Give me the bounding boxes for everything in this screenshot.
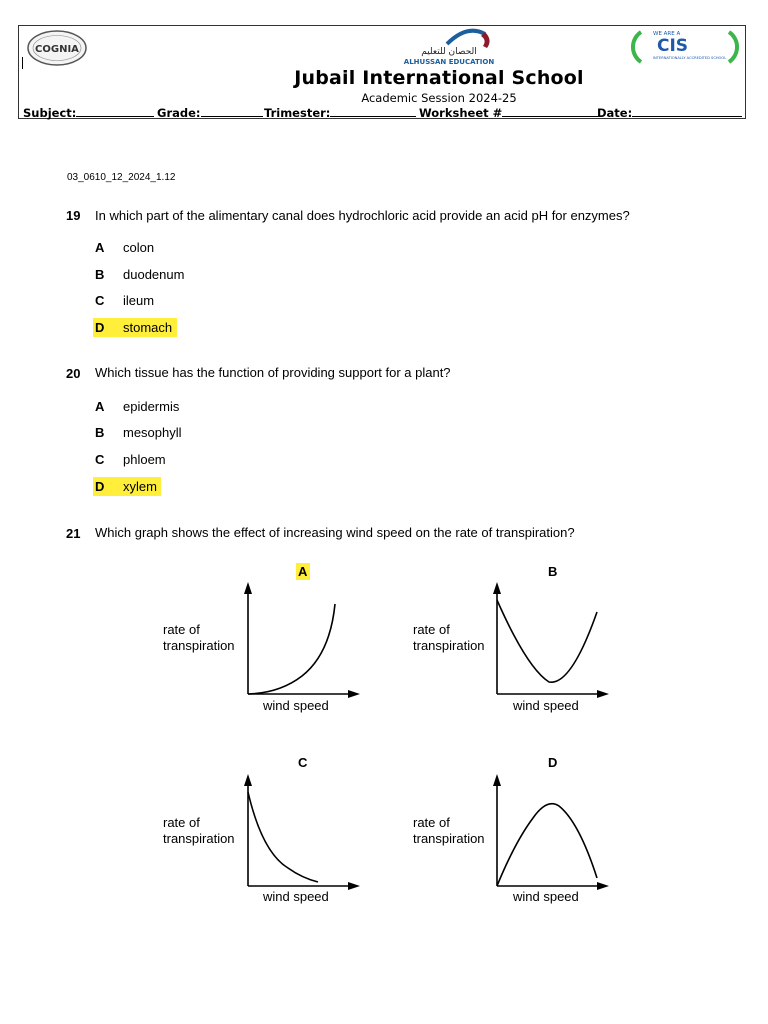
q19-option-b-letter[interactable]: B — [95, 267, 105, 282]
question-text-19: In which part of the alimentary canal does hydrochloric acid provide an acid pH for enzymes? — [95, 208, 630, 223]
grade-field[interactable] — [157, 105, 263, 120]
trimester-label: Trimester: — [264, 106, 331, 120]
q19-option-a-letter[interactable]: A — [95, 240, 105, 255]
graph-a-xlabel: wind speed — [263, 698, 329, 713]
graph-d-x-arrow — [597, 882, 609, 890]
graph-b-ylabel — [413, 622, 485, 654]
date-blank[interactable] — [632, 105, 742, 117]
graph-a-y-arrow — [244, 582, 252, 594]
subject-field[interactable] — [23, 105, 154, 120]
alhussan-logo — [389, 26, 499, 71]
subject-blank[interactable] — [76, 105, 154, 117]
q20-option-c-letter[interactable]: C — [95, 452, 105, 467]
graph-c-ylabel-line2: transpiration — [163, 831, 235, 846]
q20-option-d-text[interactable]: xylem — [123, 479, 157, 494]
graph-b-y-arrow — [493, 582, 501, 594]
question-text-21: Which graph shows the effect of increasing wind speed on the rate of transpiration? — [95, 525, 575, 540]
q20-option-a-letter[interactable]: A — [95, 399, 105, 414]
cognia-logo — [25, 28, 89, 73]
graph-a-letter[interactable]: A — [298, 564, 308, 579]
cis-logo — [627, 26, 743, 73]
worksheet-label: Worksheet # — [419, 106, 503, 120]
q20-option-b-text[interactable]: mesophyll — [123, 425, 182, 440]
graph-c-ylabel — [163, 815, 235, 847]
graph-b-x-arrow — [597, 690, 609, 698]
question-text-20: Which tissue has the function of providing support for a plant? — [95, 365, 451, 380]
trimester-blank[interactable] — [330, 105, 416, 117]
graph-c-ylabel-line1: rate of — [163, 815, 200, 830]
q20-option-c-text[interactable]: phloem — [123, 452, 166, 467]
graph-a-ylabel — [163, 622, 235, 654]
worksheet-header — [18, 25, 746, 119]
subject-label: Subject: — [23, 106, 77, 120]
paper-code: 03_0610_12_2024_1.12 — [67, 172, 176, 183]
graph-c-letter[interactable]: C — [298, 755, 308, 770]
school-name: Jubail International School — [294, 67, 584, 89]
graph-a[interactable] — [240, 578, 366, 698]
worksheet-blank[interactable] — [502, 105, 598, 117]
grade-label: Grade: — [157, 106, 201, 120]
graph-d-ylabel-line2: transpiration — [413, 831, 485, 846]
graph-b-xlabel: wind speed — [513, 698, 579, 713]
q20-option-d-letter[interactable]: D — [95, 479, 105, 494]
graph-c-y-arrow — [244, 774, 252, 786]
graph-d-ylabel-line1: rate of — [413, 815, 450, 830]
worksheet-field[interactable] — [419, 105, 598, 120]
alhussan-logo-text: ALHUSSAN EDUCATION — [403, 58, 495, 66]
q20-option-a-text[interactable]: epidermis — [123, 399, 180, 414]
graph-d-ylabel — [413, 815, 485, 847]
grade-blank[interactable] — [201, 105, 263, 117]
graph-a-x-arrow — [348, 690, 360, 698]
graph-b-letter[interactable]: B — [548, 564, 558, 579]
graph-d[interactable] — [489, 770, 615, 890]
graph-c-x-arrow — [348, 882, 360, 890]
question-number-19: 19 — [66, 208, 81, 223]
graph-c-curve — [248, 792, 318, 882]
trimester-field[interactable] — [264, 105, 416, 120]
cis-top-text: WE ARE A — [653, 31, 681, 37]
graph-b-ylabel-line2: transpiration — [413, 638, 485, 653]
graph-c[interactable] — [240, 770, 366, 890]
date-field[interactable] — [597, 105, 742, 120]
graph-a-ylabel-line2: transpiration — [163, 638, 235, 653]
q19-option-d-text[interactable]: stomach — [123, 320, 173, 335]
graph-a-ylabel-line1: rate of — [163, 622, 200, 637]
graph-b-curve — [497, 600, 597, 682]
question-number-20: 20 — [66, 366, 81, 381]
academic-session: Academic Session 2024-25 — [361, 91, 517, 105]
cis-logo-text: CIS — [657, 36, 689, 56]
q19-option-c-text[interactable]: ileum — [123, 293, 155, 308]
alhussan-arabic-text: الحصان للتعليم — [421, 47, 477, 57]
graph-d-y-arrow — [493, 774, 501, 786]
header-fields — [23, 105, 743, 119]
date-label: Date: — [597, 106, 633, 120]
q20-option-b-letter[interactable]: B — [95, 425, 105, 440]
graph-d-xlabel: wind speed — [513, 889, 579, 904]
cis-sub-text: INTERNATIONALLY ACCREDITED SCHOOL — [653, 56, 727, 60]
q19-option-c-letter[interactable]: C — [95, 293, 105, 308]
text-cursor-mark — [22, 57, 23, 69]
q19-option-a-text[interactable]: colon — [123, 240, 155, 255]
q19-option-b-text[interactable]: duodenum — [123, 267, 185, 282]
question-number-21: 21 — [66, 526, 81, 541]
q19-option-d-letter[interactable]: D — [95, 320, 105, 335]
graph-a-curve — [248, 604, 335, 694]
graph-c-xlabel: wind speed — [263, 889, 329, 904]
graph-b[interactable] — [489, 578, 615, 698]
graph-d-letter[interactable]: D — [548, 755, 558, 770]
cognia-logo-text: COGNIA — [35, 44, 79, 55]
graph-b-ylabel-line1: rate of — [413, 622, 450, 637]
graph-d-curve — [497, 804, 597, 886]
